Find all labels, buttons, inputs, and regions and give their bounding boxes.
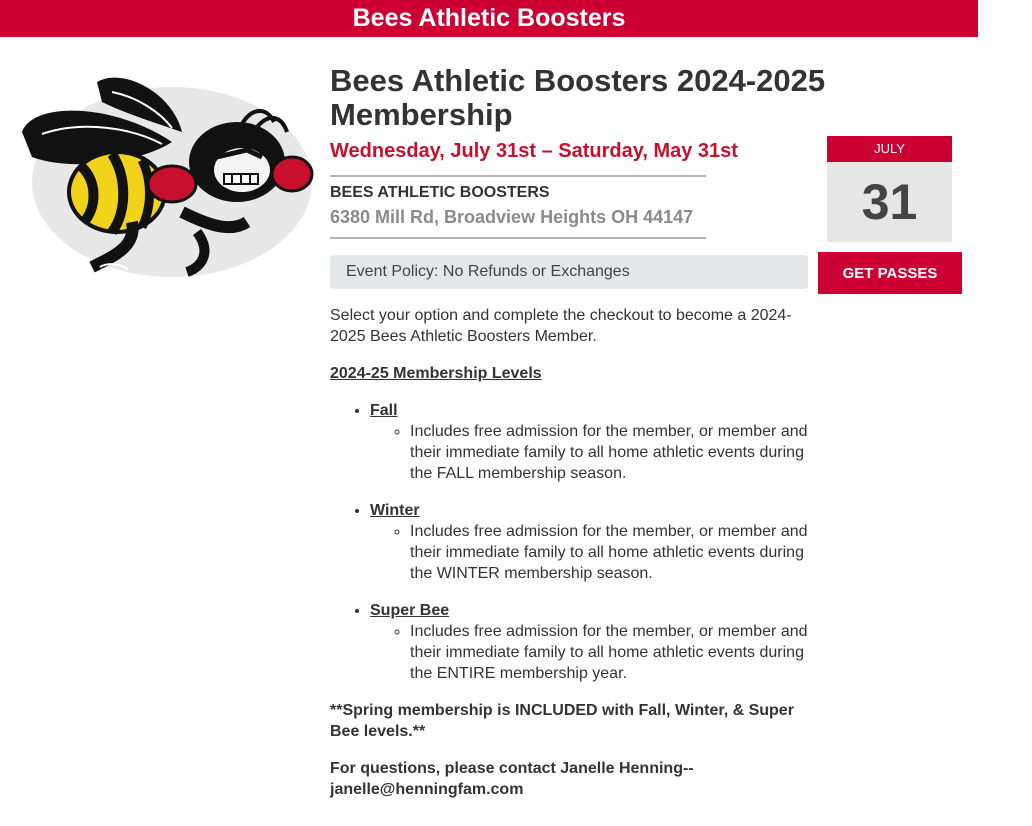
level-name-fall: Fall bbox=[370, 402, 398, 419]
intro-text: Select your option and complete the checkout to become a 2024-2025 Bees Athletic Boosters Member. bbox=[330, 307, 792, 345]
event-date-range: Wednesday, July 31st – Saturday, May 31st bbox=[330, 140, 738, 162]
level-detail: ◦ Includes free admission for the member, or member and their immediate family to all home athletic events during the FALL membership season. bbox=[410, 421, 810, 484]
contact-info: For questions, please contact Janelle Henning--janelle@henningfam.com bbox=[330, 760, 694, 798]
spring-membership-note: **Spring membership is INCLUDED with Fall, Winter, & Super Bee levels.** bbox=[330, 702, 794, 740]
hornet-mascot-logo-icon bbox=[12, 62, 317, 284]
level-name-winter: Winter bbox=[370, 502, 420, 519]
org-name: Bees Athletic Boosters bbox=[352, 4, 626, 32]
org-header-bar bbox=[0, 0, 978, 37]
calendar-date-badge bbox=[827, 136, 952, 242]
membership-levels-list bbox=[330, 400, 810, 684]
level-detail: ◦ Includes free admission for the member, or member and their immediate family to all home athletic events during the ENTIRE membership year. bbox=[410, 621, 810, 684]
calendar-day: 31 bbox=[861, 174, 918, 230]
list-item bbox=[370, 500, 810, 584]
levels-heading: 2024-25 Membership Levels bbox=[330, 365, 542, 382]
event-title: Bees Athletic Boosters 2024-2025 Membership bbox=[330, 63, 826, 132]
venue-address: 6380 Mill Rd, Broadview Heights OH 44147 bbox=[330, 207, 694, 227]
divider bbox=[330, 175, 706, 177]
list-item bbox=[370, 600, 810, 684]
level-name-super-bee: Super Bee bbox=[370, 602, 450, 619]
venue-name: BEES ATHLETIC BOOSTERS bbox=[330, 184, 550, 201]
divider bbox=[330, 237, 706, 239]
event-description bbox=[330, 305, 810, 800]
event-policy: Event Policy: No Refunds or Exchanges bbox=[330, 255, 808, 289]
calendar-month: JULY bbox=[827, 136, 952, 162]
list-item bbox=[370, 400, 810, 484]
get-passes-button[interactable]: GET PASSES bbox=[818, 252, 962, 294]
level-detail: ◦ Includes free admission for the member, or member and their immediate family to all home athletic events during the WINTER membership season. bbox=[410, 521, 810, 584]
